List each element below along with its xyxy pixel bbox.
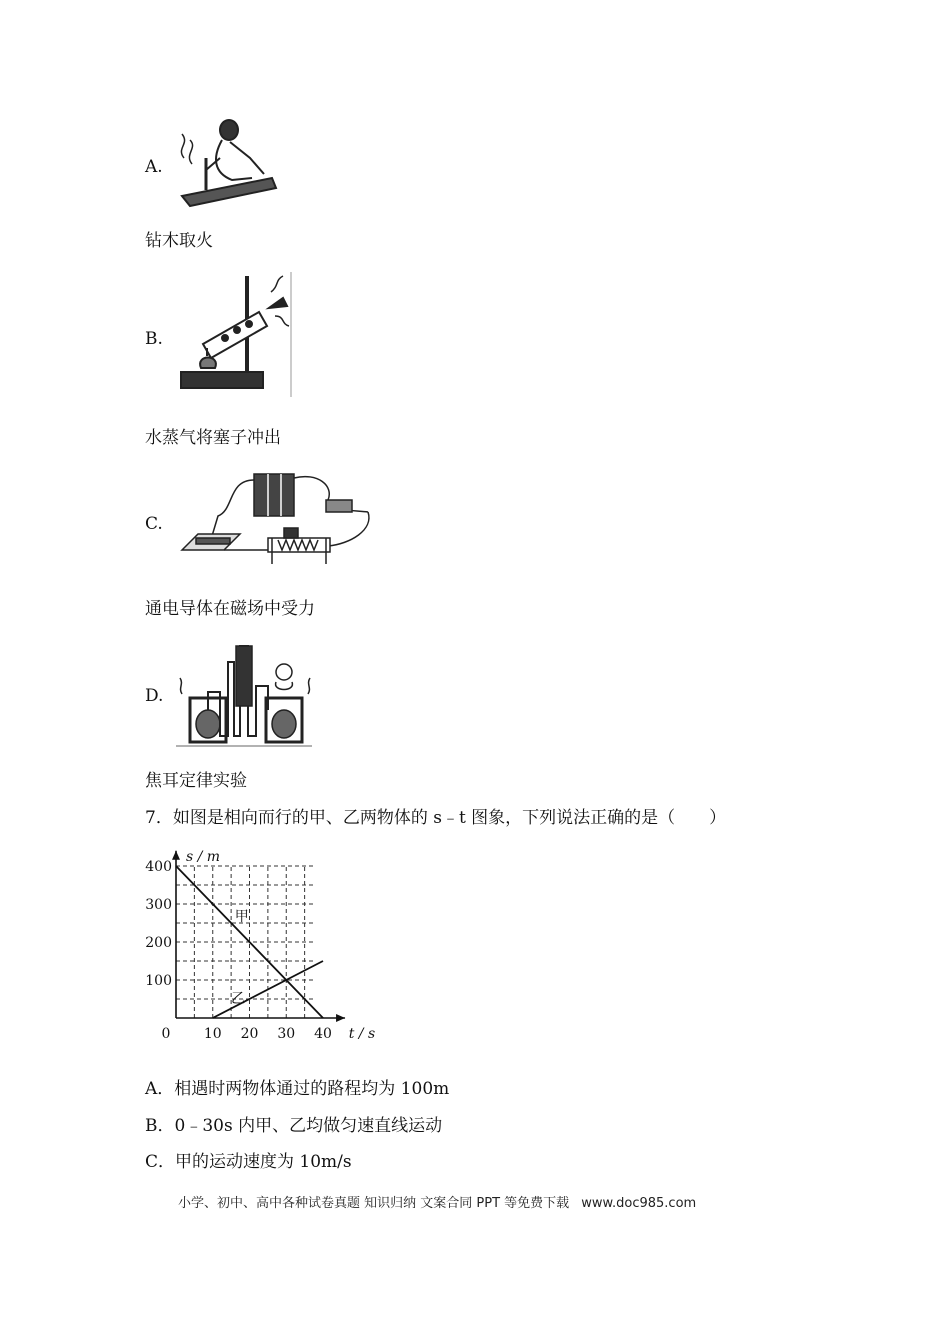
y-tick-label: 100 — [145, 973, 172, 989]
footer-site[interactable]: www.doc985.com — [581, 1196, 697, 1211]
option-d-caption: 焦耳定律实验 — [145, 771, 247, 791]
choice-b-text: 0﹣30s 内甲、乙均做匀速直线运动 — [174, 1116, 443, 1136]
current-conductor-in-magnetic-field-illustration — [178, 466, 374, 570]
joule-law-experiment-illustration — [176, 642, 316, 748]
steam-pushes-stopper-illustration — [175, 272, 295, 397]
x-axis-arrow — [336, 1014, 345, 1022]
choice-b — [145, 1115, 442, 1137]
x-tick-label: 20 — [240, 1026, 259, 1042]
option-d-letter: D. — [145, 686, 164, 706]
y-tick-label: 300 — [145, 897, 172, 913]
x-tick-label: 10 — [203, 1026, 222, 1042]
series-jia-label: 甲 — [234, 909, 249, 926]
y-axis-arrow — [172, 851, 180, 860]
x-tick-label: 0 — [161, 1026, 171, 1042]
choice-c-letter: C． — [145, 1152, 176, 1172]
s-t-chart — [140, 838, 380, 1048]
choice-a-text: 相遇时两物体通过的路程均为 100m — [174, 1079, 450, 1099]
x-tick-label: 30 — [277, 1026, 296, 1042]
x-axis-label: t / s — [348, 1026, 376, 1042]
footer-text: 小学、初中、高中各种试卷真题 知识归纳 文案合同 PPT 等免费下载 — [178, 1196, 570, 1211]
choice-b-letter: B． — [145, 1116, 175, 1136]
footer — [178, 1192, 696, 1211]
option-a-letter: A. — [145, 157, 163, 177]
question-7-stem: 7．如图是相向而行的甲、乙两物体的 s﹣t 图象，下列说法正确的是（ ） — [145, 808, 727, 828]
choice-a-letter: A． — [145, 1079, 175, 1099]
option-a-caption: 钻木取火 — [145, 231, 213, 251]
option-b-caption: 水蒸气将塞子冲出 — [145, 428, 281, 448]
drilling-wood-fire-illustration — [172, 118, 282, 210]
choice-c — [145, 1151, 352, 1173]
series-yi-label: 乙 — [231, 990, 246, 1007]
option-b-letter: B. — [145, 329, 163, 349]
y-tick-label: 400 — [145, 859, 172, 875]
option-c-letter: C. — [145, 514, 163, 534]
y-axis-label: s / m — [186, 848, 221, 865]
y-tick-label: 200 — [145, 935, 172, 951]
choice-c-text: 甲的运动速度为 10m/s — [175, 1152, 352, 1172]
option-c-caption: 通电导体在磁场中受力 — [145, 599, 315, 619]
x-tick-label: 40 — [314, 1026, 332, 1042]
choice-a — [145, 1078, 449, 1100]
